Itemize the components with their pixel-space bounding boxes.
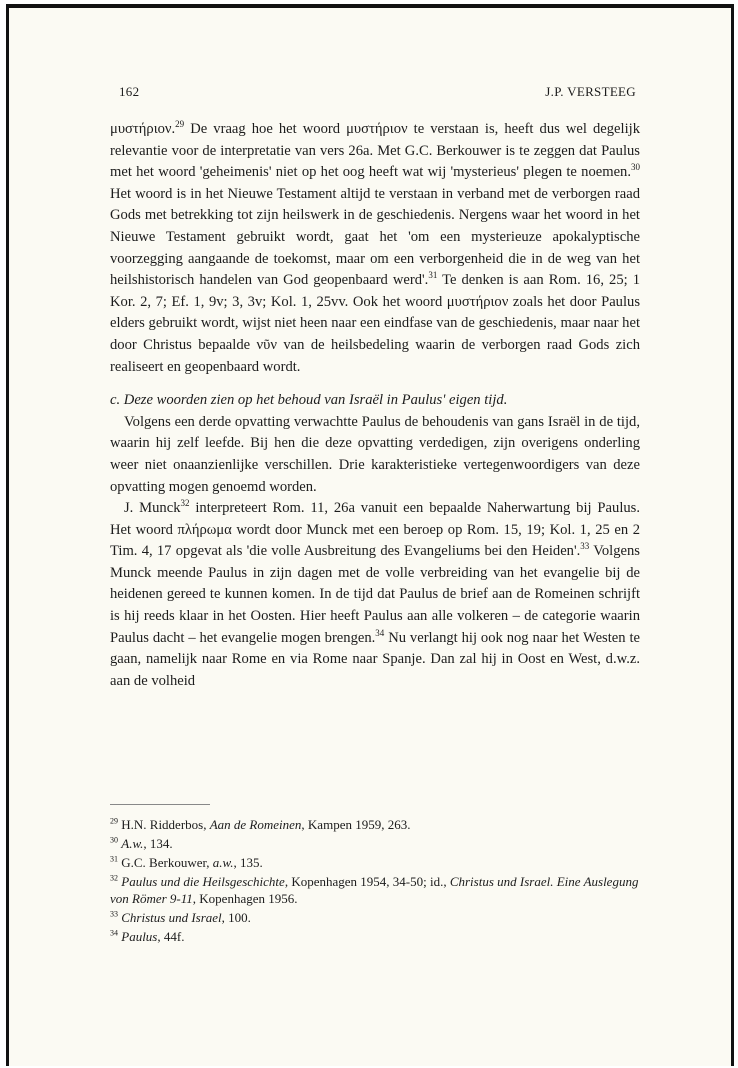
section-heading: c. Deze woorden zien op het behoud van Israël in Paulus' eigen tijd. [110,392,508,409]
footnote-ref-30: 30 [631,162,640,173]
paragraph-3: J. Munck$^{32}$ interpreteert Rom. 11, 26a vanuit een bepaalde Naherwartung bij Paulus. Het woord πλήρωμα wordt door Munck met een beroep op Rom. 15, 19; Kol. 1, 25 en 2 Tim. 4, 17 opgevat als 'die volle Ausbreitung des Evangeliums bei den Heiden'.$^{33}$ Volgens Munck meende Paulus in zijn dagen met de volle verbreiding van het evangelie bij de heidenen gereed te kunnen komen. In de tijd dat Paulus de brief aan de Romeinen schrijft is hij reeds klaar in het Oosten. Hier heeft Paulus aan alle volkeren – de categorie waarin Paulus dacht – het evangelie mogen brengen.$^{34}$ Nu verlangt hij ook nog naar het Westen te gaan, namelijk naar Rome en via Rome naar Spanje. Dan zal hij in Oost en West, d.w.z. aan de volheid [110,498,640,689]
footnote: $^{30}$ A.w., 134. [110,835,173,851]
body-text [110,119,640,692]
footnote-ref-33: 33 [580,541,590,552]
footnotes [110,816,640,947]
footnote: $^{32}$ Paulus und die Heilsgeschichte, Kopenhagen 1954, 34-50; id., Christus und Israel. Eine Auslegung von Römer 9-11, Kopenhagen 1956. [110,873,639,906]
footnote: $^{31}$ G.C. Berkouwer, a.w., 135. [110,854,263,870]
footnote: $^{33}$ Christus und Israel, 100. [110,909,251,925]
footnote-ref-32: 32 [180,498,190,509]
page-number: 162 [119,84,140,99]
footnote-ref-29: 29 [175,119,185,130]
paragraph-2: Volgens een derde opvatting verwachtte Paulus de behoudenis van gans Israël in de tijd, waarin hij zelf leefde. Bij hen die deze opvatting verdedigen, zijn overigens onderling weer niet onaanzienlijke verschillen. Drie karakteristieke vertegenwoordigers van deze opvatting mogen genoemd worden. [110,413,640,495]
footnote-separator [110,804,210,805]
running-head: J.P. VERSTEEG [545,84,636,99]
paragraph-1: μυστήριον.$^{29}$ De vraag hoe het woord μυστήριον te verstaan is, heeft dus wel degelijk relevantie voor de interpretatie van vers 26a. Met G.C. Berkouwer is te zeggen dat Paulus met het woord 'geheimenis' niet op het oog heeft wat wij 'mysterieus' plegen te noemen.$^{30}$ Het woord is in het Nieuwe Testament altijd te verstaan in verband met de verborgen raad Gods met betrekking tot zijn heilswerk in de geschiedenis. Nergens waar het woord in het Nieuwe Testament gebruikt wordt, gaat het 'om een mysterieuze apokalyptische voorzegging aangaande de toekomst, maar om een verborgenheid die in de weg van het heilshistorisch handelen van God geopenbaard werd'.$^{31}$ Te denken is aan Rom. 16, 25; 1 Kor. 2, 7; Ef. 1, 9v; 3, 3v; Kol. 1, 25vv. Ook het woord μυστήριον zoals het door Paulus elders gebruikt wordt, wijst niet heen naar een eindfase van de geschiedenis, maar naar het door Christus bepaalde νῦν van de heilsbedeling waarin de verborgen raad Gods zich realiseert en geopenbaard wordt. [110,119,640,375]
running-header [119,84,636,100]
footnote-ref-31: 31 [428,270,438,281]
footnote: $^{29}$ H.N. Ridderbos, Aan de Romeinen, Kampen 1959, 263. [110,816,411,832]
footnote: $^{34}$ Paulus, 44f. [110,928,185,944]
footnote-ref-34: 34 [375,627,385,638]
